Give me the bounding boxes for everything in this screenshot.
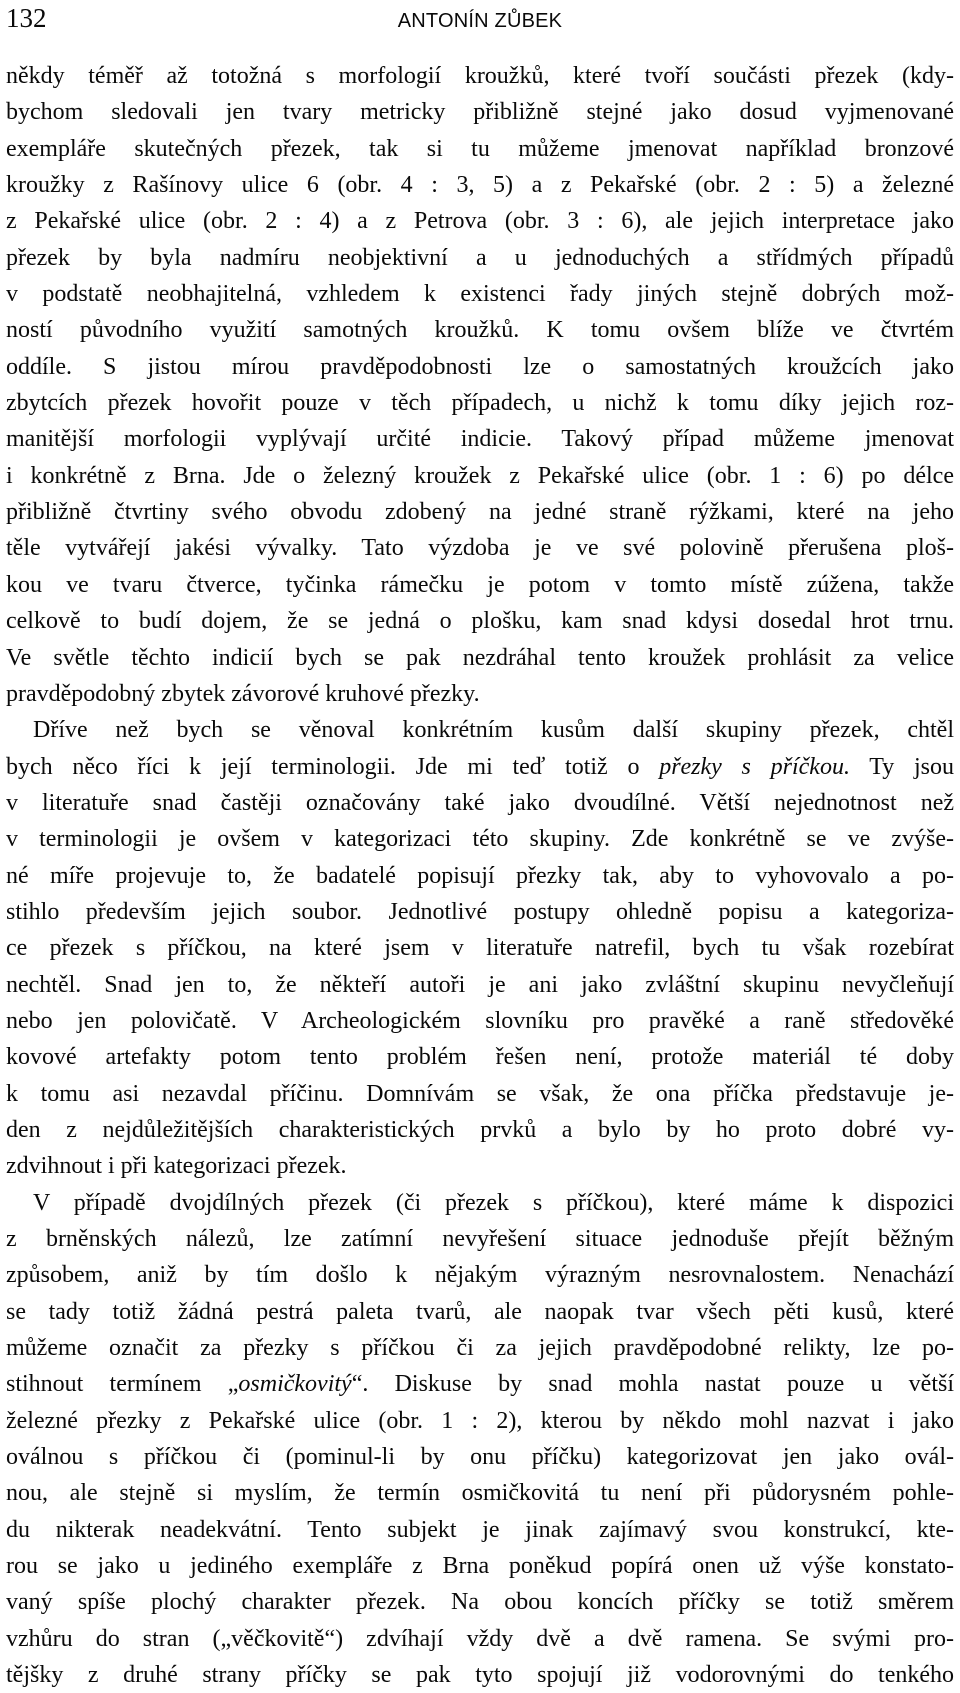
text-segment: stihnout termínem „: [6, 1371, 239, 1398]
text-segment: z brněnských nálezů, lze zatímní nevyřešení situace jednoduše přejít běžným: [6, 1226, 954, 1252]
text-line: [6, 385, 954, 421]
text-segment: bychom sledovali jen tvary metricky přibližně stejné jako dosud vyjmenované: [6, 99, 954, 126]
text-segment: Dříve než bych se věnoval konkrétním kusům další skupiny přezek, chtěl: [33, 717, 954, 744]
text-segment: nebo jen polovičatě. V Archeologickém slovníku pro pravěké a raně středověké: [6, 1007, 954, 1034]
text-line: [6, 603, 954, 639]
text-segment: k tomu asi nezavdal příčinu. Domnívám se však, že ona příčka představuje je-: [6, 1080, 954, 1107]
text-line: [6, 312, 954, 348]
text-line: [6, 58, 954, 94]
text-line: [6, 131, 954, 167]
text-segment: Ty jsou: [849, 753, 954, 780]
text-segment: vzhůru do stran („věčkovitě“) zdvíhají vždy dvě a dvě ramena. Se svými pro-: [6, 1625, 954, 1652]
text-segment: né míře projevuje to, že badatelé popisují přezky tak, aby to vyhovovalo a po-: [6, 862, 954, 889]
text-segment: bych něco říci k její terminologii. Jde mi teď totiž o: [6, 753, 660, 780]
text-line: [6, 1257, 954, 1293]
text-segment: Ve světle těchto indicií bych se pak nezdráhal tento kroužek prohlásit za velice: [6, 644, 954, 671]
text-segment: kroužky z Rašínovy ulice 6 (obr. 4 : 3, 5) a z Pekařské (obr. 2 : 5) a železné: [6, 172, 954, 199]
text-line: [6, 1475, 954, 1511]
text-segment: celkově to budí dojem, že se jedná o plošku, kam snad kdysi dosedal hrot trnu.: [6, 608, 954, 635]
text-line: [6, 530, 954, 566]
text-line: [6, 276, 954, 312]
text-line: [6, 785, 954, 821]
text-line: [6, 94, 954, 130]
text-segment: oválnou s příčkou či (pominul-li by onu příčku) kategorizovat jen jako ovál-: [6, 1444, 954, 1471]
text-line: [6, 1221, 954, 1257]
text-line: [6, 1439, 954, 1475]
italic-term: osmičkovitý: [238, 1371, 352, 1398]
text-line: [6, 567, 954, 603]
text-segment: zdvihnout i při kategorizaci přezek.: [6, 1153, 347, 1180]
text-line: [6, 203, 954, 239]
text-segment: z Pekařské ulice (obr. 2 : 4) a z Petrova (obr. 3 : 6), ale jejich interpretace jako: [6, 208, 954, 235]
text-segment: způsobem, aniž by tím došlo k nějakým výrazným nesrovnalostem. Nenachází: [6, 1262, 954, 1289]
text-segment: ností původního využití samotných kroužků. K tomu ovšem blíže ve čtvrtém: [6, 317, 954, 344]
text-segment: někdy téměř až totožná s morfologií kroužků, které tvoří součásti přezek (kdy-: [6, 63, 954, 89]
text-segment: rou se jako u jediného exempláře z Brna poněkud popírá onen už výše konstato-: [6, 1553, 954, 1580]
text-segment: vaný spíše plochý charakter přezek. Na obou koncích příčky se totiž směrem: [6, 1589, 954, 1616]
text-line: [6, 640, 954, 676]
text-line: [6, 967, 954, 1003]
text-line: [6, 930, 954, 966]
text-line: [6, 240, 954, 276]
text-segment: V případě dvojdílných přezek (či přezek s příčkou), které máme k dispozici: [33, 1189, 954, 1216]
text-line: [6, 494, 954, 530]
text-segment: pravděpodobný zbytek závorové kruhové přezky.: [6, 680, 480, 707]
text-segment: přezek by byla nadmíru neobjektivní a u jednoduchých a střídmých případů: [6, 244, 954, 271]
text-line: [6, 1330, 954, 1366]
text-segment: se tady totiž žádná pestrá paleta tvarů, ale naopak tvar všech pěti kusů, které: [6, 1298, 954, 1325]
text-line: [6, 167, 954, 203]
text-line: [6, 749, 954, 785]
text-segment: můžeme označit za přezky s příčkou či za jejich pravděpodobné relikty, lze po-: [6, 1335, 954, 1362]
text-segment: přibližně čtvrtiny svého obvodu zdobený na jedné straně rýžkami, které na jeho: [6, 499, 954, 526]
text-line: [6, 1294, 954, 1330]
text-line: [6, 1584, 954, 1620]
text-line: [6, 712, 954, 748]
text-line: [6, 821, 954, 857]
text-line: [6, 1076, 954, 1112]
page-number: 132: [6, 3, 47, 33]
text-line: [6, 349, 954, 385]
text-line: [6, 1657, 954, 1693]
text-line: [6, 1003, 954, 1039]
text-segment: i konkrétně z Brna. Jde o železný kroužek z Pekařské ulice (obr. 1 : 6) po délce: [6, 462, 954, 489]
text-segment: tějšky z druhé strany příčky se pak tyto spojují již vodorovnými do tenkého: [6, 1662, 954, 1689]
text-segment: oddíle. S jistou mírou pravděpodobnosti lze o samostatných kroužcích jako: [6, 353, 954, 380]
text-segment: nechtěl. Snad jen to, že někteří autoři je ani jako zvláštní skupinu nevyčleňují: [6, 971, 954, 998]
text-segment: v podstatě neobhajitelná, vzhledem k existenci řady jiných stejně dobrých mož-: [6, 281, 954, 308]
text-segment: v terminologii je ovšem v kategorizaci této skupiny. Zde konkrétně se ve zvýše-: [6, 826, 954, 853]
text-line: [6, 421, 954, 457]
text-segment: železné přezky z Pekařské ulice (obr. 1 : 2), kterou by někdo mohl nazvat i jako: [6, 1407, 954, 1434]
text-segment: exempláře skutečných přezek, tak si tu můžeme jmenovat například bronzové: [6, 135, 954, 162]
text-line: [6, 1512, 954, 1548]
text-line: [6, 894, 954, 930]
text-line: [6, 858, 954, 894]
text-segment: kou ve tvaru čtverce, tyčinka rámečku je potom v tomto místě zúžena, takže: [6, 571, 954, 598]
body-text: [6, 58, 954, 1693]
text-segment: zbytcích přezek hovořit pouze v těch případech, u nichž k tomu díky jejich roz-: [6, 390, 954, 417]
italic-term: přezky s příčkou.: [659, 753, 850, 780]
text-segment: těle vytvářejí jakési vývalky. Tato výzdoba je ve své polovině přerušena ploš-: [6, 535, 954, 562]
text-line: [6, 1403, 954, 1439]
text-line: [6, 458, 954, 494]
text-segment: ce přezek s příčkou, na které jsem v literatuře natrefil, bych tu však rozebírat: [6, 935, 954, 962]
text-segment: kovové artefakty potom tento problém řešen není, protože materiál té doby: [6, 1044, 954, 1071]
text-segment: manitější morfologii vyplývají určité indicie. Takový případ můžeme jmenovat: [6, 426, 954, 453]
text-segment: stihlo především jejich soubor. Jednotlivé postupy ohledně popisu a kategoriza-: [6, 898, 954, 925]
text-line: [6, 1185, 954, 1221]
running-head-author: ANTONÍN ZŮBEK: [397, 10, 563, 32]
page-header: [6, 0, 954, 40]
text-segment: nou, ale stejně si myslím, že termín osmičkovitá tu není při půdorysném pohle-: [6, 1480, 954, 1507]
text-segment: v literatuře snad častěji označovány také jako dvoudílné. Větší nejednotnost než: [6, 789, 954, 816]
text-segment: den z nejdůležitějších charakteristických prvků a bylo by ho proto dobré vy-: [6, 1116, 954, 1143]
text-line: [6, 676, 954, 712]
text-line: [6, 1112, 954, 1148]
text-line: [6, 1148, 954, 1184]
text-line: [6, 1039, 954, 1075]
text-segment: du nikterak neadekvátní. Tento subjekt je jinak zajímavý svou konstrukcí, kte-: [6, 1516, 954, 1543]
text-segment: “. Diskuse by snad mohla nastat pouze u větší: [351, 1371, 955, 1398]
text-line: [6, 1366, 954, 1402]
text-line: [6, 1621, 954, 1657]
